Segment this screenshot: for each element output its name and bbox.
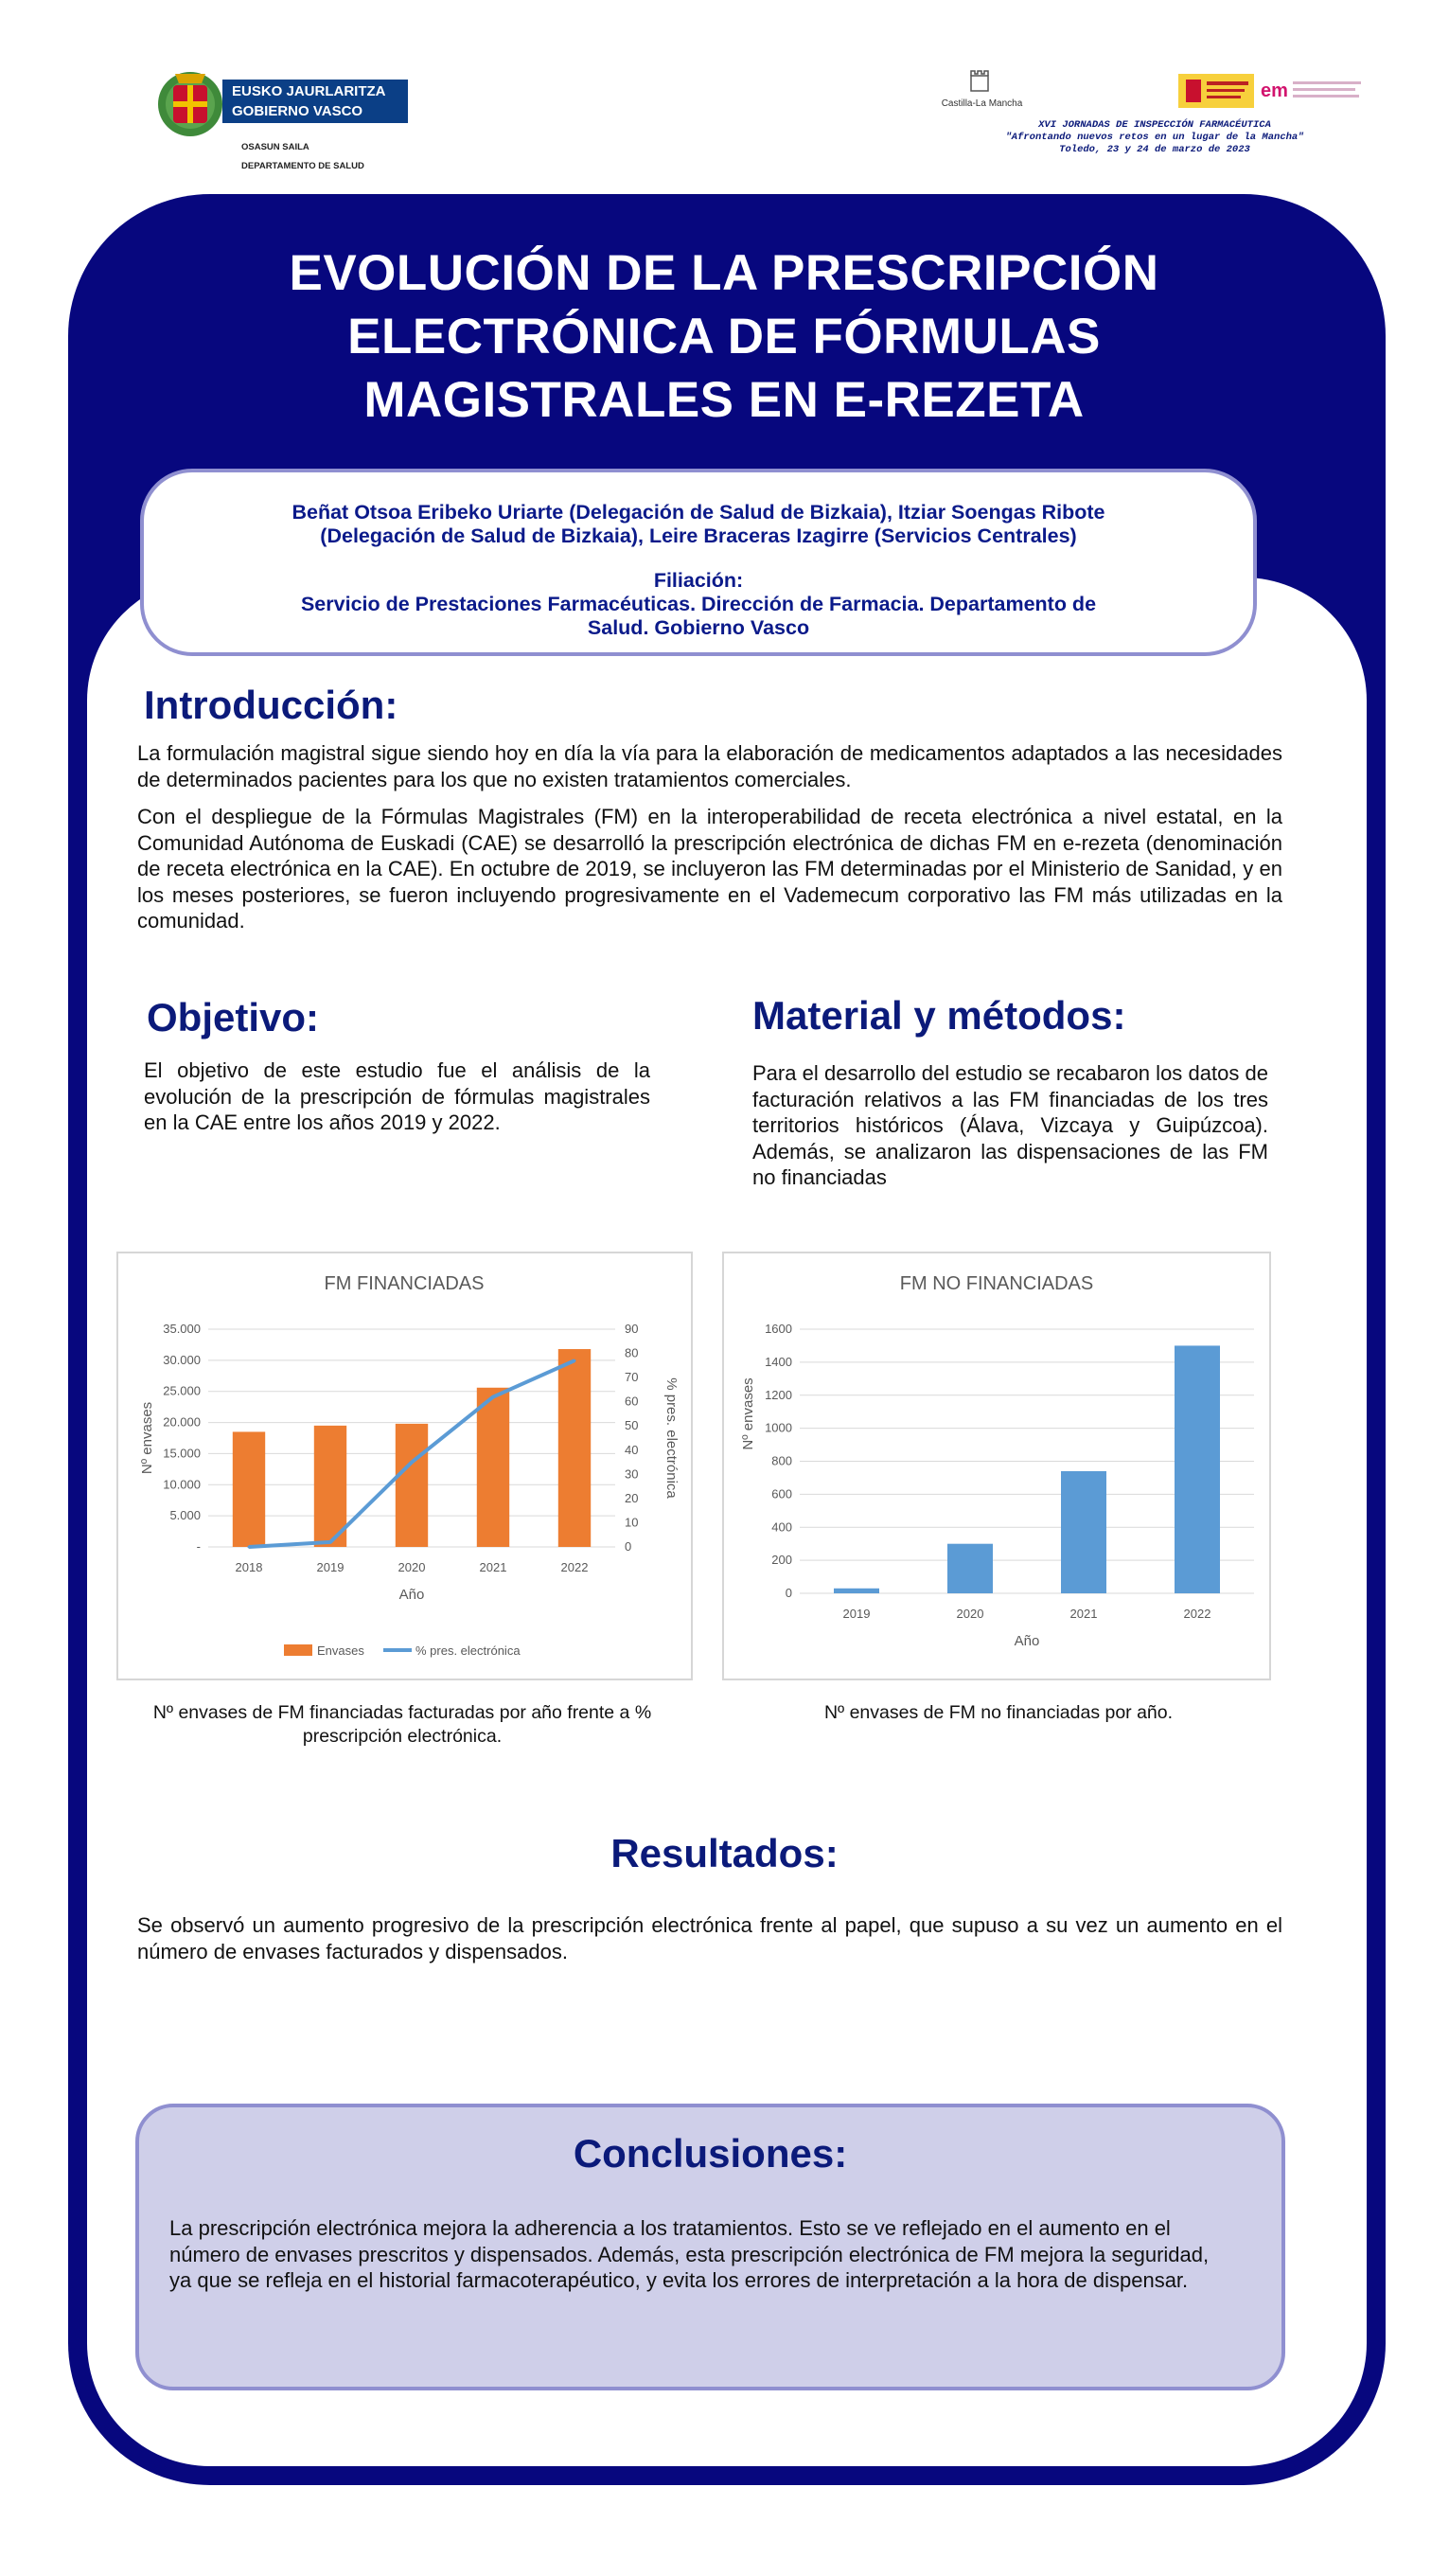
castilla-la-mancha-label: Castilla-La Mancha — [941, 98, 1023, 109]
introduccion-heading: Introducción: — [144, 683, 398, 727]
introduccion-paragraph-2: Con el despliegue de la Fórmulas Magistrales (FM) en la interoperabilidad de receta electrónica a nivel estatal, en la Comunidad Autónoma de Euskadi (CAE) se desarrolló la prescripción electrónica de dichas FM en e-rezeta (denominación de receta electrónica en la CAE). En octubre de 2019, se incluyeron las FM determinadas por el Ministerio de Sanidad, y en los meses posteriores, se fueron incluyendo progresivamente en el Vademecum corporativo las FM más utilizadas en la comunidad. — [137, 805, 1282, 933]
x-tick-label: 2022 — [1183, 1607, 1211, 1621]
title-line-1: EVOLUCIÓN DE LA PRESCRIPCIÓN — [289, 245, 1159, 301]
y-axis-label: Nº envases — [740, 1377, 756, 1450]
y-tick-label: 1400 — [765, 1354, 792, 1369]
jornadas-text — [937, 119, 1372, 156]
line-point — [248, 1546, 251, 1549]
y-tick-label: - — [196, 1539, 201, 1554]
y-tick-label: 15.000 — [163, 1446, 201, 1461]
logo-line-2: GOBIERNO VASCO — [232, 103, 363, 119]
chart-fm-financiadas-svg — [118, 1253, 691, 1679]
y2-tick-label: 30 — [625, 1466, 639, 1482]
title-line-2: ELECTRÓNICA DE FÓRMULAS — [347, 309, 1101, 364]
y-tick-label: 20.000 — [163, 1414, 201, 1430]
conclusiones-box — [135, 2104, 1285, 2390]
introduccion-paragraph-1: La formulación magistral sigue siendo hoy en día la vía para la elaboración de medicamentos adaptados a las necesidades de determinados pacientes para los que no existen tratamientos comerciales. — [137, 741, 1282, 791]
legend-label-pres: % pres. electrónica — [415, 1643, 521, 1658]
jornadas-line-3: Toledo, 23 y 24 de marzo de 2023 — [1059, 144, 1250, 155]
basque-coat-of-arms-icon — [156, 66, 224, 144]
y2-axis-label: % pres. electrónica — [663, 1377, 680, 1499]
x-tick-label: 2020 — [398, 1560, 426, 1574]
spanish-government-logo-icon — [1178, 74, 1254, 108]
bar-no-financiadas — [1175, 1345, 1220, 1593]
y2-tick-label: 40 — [625, 1442, 639, 1457]
y2-tick-label: 80 — [625, 1345, 639, 1360]
y-tick-label: 5.000 — [169, 1508, 201, 1523]
resultados-text: Se observó un aumento progresivo de la prescripción electrónica frente al papel, que supuso a su vez un aumento en el número de envases facturados y dispensados. — [137, 1913, 1282, 1963]
y-tick-label: 400 — [771, 1519, 792, 1535]
y2-tick-label: 10 — [625, 1515, 639, 1530]
bar-no-financiadas — [834, 1589, 879, 1593]
x-tick-label: 2019 — [842, 1607, 871, 1621]
bar-envases — [477, 1388, 509, 1547]
y-tick-label: 800 — [771, 1453, 792, 1468]
y2-tick-label: 50 — [625, 1418, 639, 1433]
filiacion-line-2: Salud. Gobierno Vasco — [587, 616, 810, 639]
y2-tick-label: 20 — [625, 1490, 639, 1505]
x-axis-label: Año — [398, 1587, 425, 1603]
x-tick-label: 2020 — [956, 1607, 984, 1621]
objetivo-text: El objetivo de este estudio fue el análisis de la evolución de la prescripción de fórmulas magistrales en la CAE entre los años 2019 y 2022. — [144, 1058, 650, 1134]
filiacion-line-1: Servicio de Prestaciones Farmacéuticas. Dirección de Farmacia. Departamento de — [300, 593, 1097, 615]
chart-fm-no-financiadas-svg — [724, 1253, 1269, 1679]
chart-title: FM NO FINANCIADAS — [899, 1273, 1094, 1294]
y-tick-label: 1200 — [765, 1387, 792, 1402]
bar-envases — [233, 1431, 265, 1547]
y-tick-label: 200 — [771, 1553, 792, 1568]
y-tick-label: 0 — [785, 1586, 792, 1600]
y-axis-label: Nº envases — [139, 1401, 155, 1475]
chart-title: FM FINANCIADAS — [324, 1273, 485, 1294]
x-axis-label: Año — [1014, 1633, 1040, 1649]
poster-title — [142, 241, 1306, 432]
y-tick-label: 25.000 — [163, 1383, 201, 1398]
dept-spanish: DEPARTAMENTO DE SALUD — [241, 161, 364, 171]
y-tick-label: 600 — [771, 1486, 792, 1501]
y2-tick-label: 0 — [625, 1539, 632, 1554]
y-tick-label: 35.000 — [163, 1322, 201, 1336]
x-tick-label: 2021 — [479, 1560, 507, 1574]
line-point — [492, 1395, 495, 1398]
bar-no-financiadas — [947, 1544, 993, 1593]
x-tick-label: 2021 — [1069, 1607, 1098, 1621]
objetivo-heading: Objetivo: — [147, 995, 320, 1039]
dept-basque: OSASUN SAILA — [241, 142, 309, 152]
y-tick-label: 30.000 — [163, 1352, 201, 1367]
svg-text:em: em — [1261, 80, 1288, 101]
line-point — [329, 1540, 332, 1543]
x-tick-label: 2022 — [560, 1560, 589, 1574]
chart-fm-no-financiadas — [722, 1252, 1271, 1680]
chart-fm-financiadas-caption: Nº envases de FM financiadas facturadas por año frente a % prescripción electrónica. — [152, 1702, 652, 1747]
conclusiones-text: La prescripción electrónica mejora la adherencia a los tratamientos. Esto se ve reflejado en el aumento en el número de envases prescritos y dispensados. Además, esta prescripción electrónica de FM mejora la seguridad, ya que se refleja en el historial farmacoterapéutico, y evita los errores de interpretación a la hora de dispensar. — [169, 2216, 1210, 2292]
x-tick-label: 2019 — [316, 1560, 345, 1574]
title-line-3: MAGISTRALES EN E-REZETA — [363, 372, 1085, 428]
y2-tick-label: 90 — [625, 1322, 639, 1336]
y2-tick-label: 60 — [625, 1394, 639, 1409]
authors-box — [140, 469, 1257, 656]
legend-swatch-envases — [284, 1644, 312, 1656]
bar-envases — [558, 1349, 591, 1547]
aemps-logo-icon — [1259, 74, 1368, 108]
logo-text-box — [222, 80, 408, 123]
castilla-la-mancha-emblem-icon — [965, 66, 994, 95]
y-tick-label: 1000 — [765, 1420, 792, 1435]
bar-no-financiadas — [1061, 1471, 1106, 1593]
event-logos — [937, 66, 1382, 170]
filiacion-label: Filiación: — [653, 569, 744, 592]
x-tick-label: 2018 — [235, 1560, 263, 1574]
conclusiones-heading: Conclusiones: — [573, 2131, 848, 2176]
y2-tick-label: 70 — [625, 1370, 639, 1385]
y-tick-label: 1600 — [765, 1322, 792, 1336]
y-tick-label: 10.000 — [163, 1477, 201, 1492]
authors-line-1: Beñat Otsoa Eribeko Uriarte (Delegación de Salud de Bizkaia), Itziar Soengas Ribote — [292, 501, 1105, 524]
material-heading: Material y métodos: — [752, 993, 1126, 1038]
logo-line-1: EUSKO JAURLARITZA — [232, 83, 386, 99]
jornadas-line-2: "Afrontando nuevos retos en un lugar de la Mancha" — [1005, 132, 1304, 143]
bar-envases — [396, 1424, 428, 1547]
introduccion-body — [137, 740, 1282, 946]
line-point — [574, 1359, 576, 1362]
material-text: Para el desarrollo del estudio se recabaron los datos de facturación relativos a las FM financiadas de los tres territorios históricos (Álava, Vizcaya y Guipúzcoa). Además, se analizaron las dispensaciones de las FM no financiadas — [752, 1061, 1268, 1189]
chart-fm-no-financiadas-caption: Nº envases de FM no financiadas por año. — [823, 1702, 1174, 1723]
legend-label-envases: Envases — [317, 1643, 364, 1658]
gobierno-vasco-logo — [156, 66, 421, 180]
resultados-heading: Resultados: — [610, 1831, 839, 1875]
line-point — [411, 1461, 414, 1464]
chart-fm-financiadas — [116, 1252, 693, 1680]
authors-line-2: (Delegación de Salud de Bizkaia), Leire Braceras Izagirre (Servicios Centrales) — [320, 524, 1077, 547]
jornadas-line-1: XVI JORNADAS DE INSPECCIÓN FARMACÉUTICA — [1038, 119, 1271, 131]
